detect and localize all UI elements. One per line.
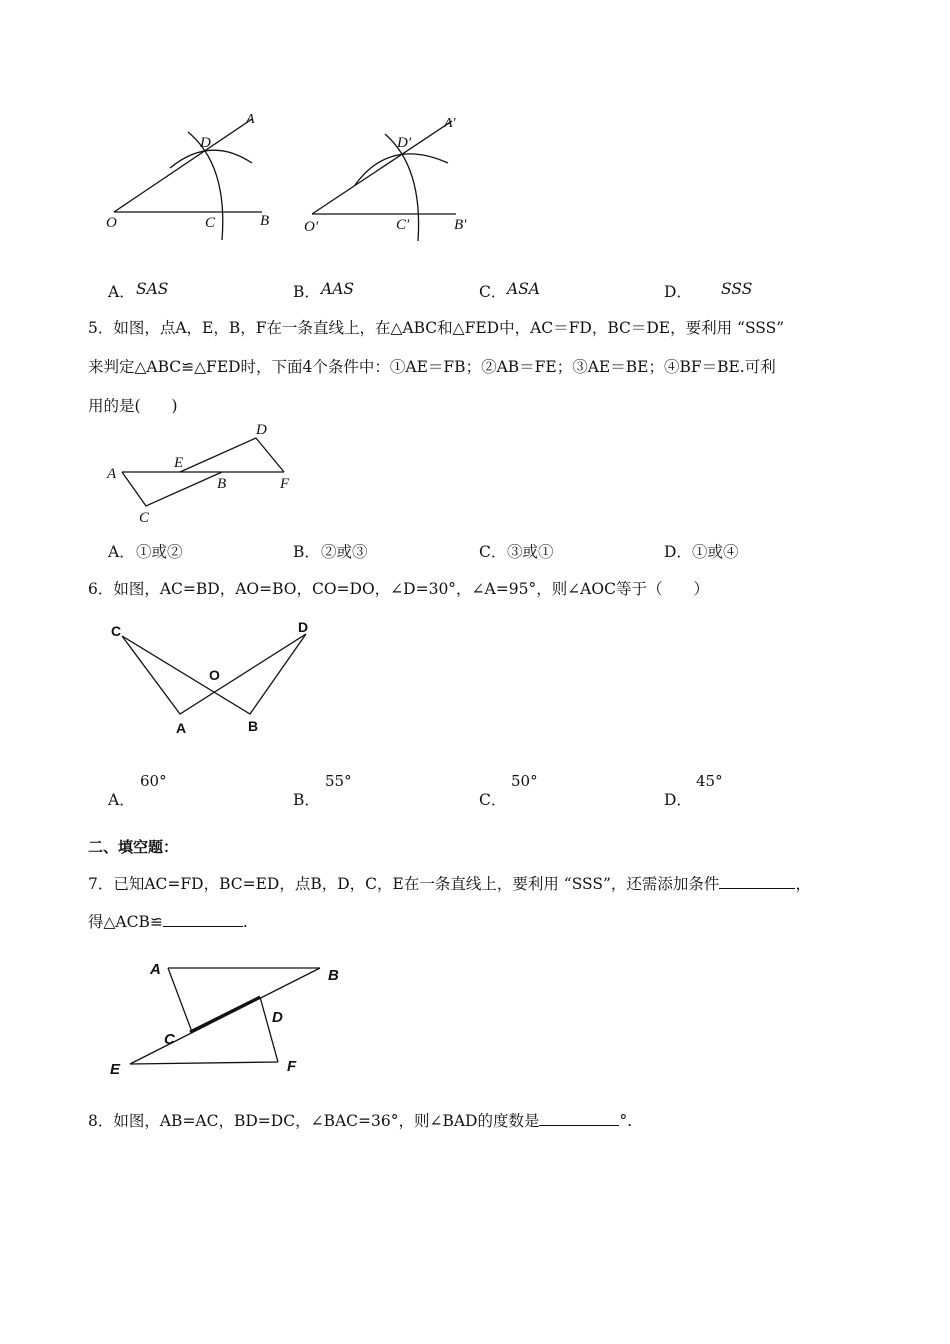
label-C: C: [139, 510, 150, 526]
label-F: F: [280, 476, 290, 492]
label-B: B: [217, 476, 227, 492]
q4-option-c-letter[interactable]: C．: [479, 283, 507, 301]
label-D: D: [298, 619, 309, 635]
triangle-ABC: [122, 472, 222, 506]
triangle-EDF: [180, 438, 284, 472]
label-C: C: [205, 215, 216, 231]
label-A: A: [107, 466, 117, 482]
q4-option-a-value: SAS: [136, 280, 169, 298]
q7-text-line1: [88, 872, 811, 894]
segment-EF: [130, 1062, 278, 1064]
q5-option-c-value: ③或①: [507, 543, 554, 561]
label-D: D: [200, 135, 211, 151]
q6-option-b-letter[interactable]: B．: [293, 791, 320, 809]
label-D: D: [256, 422, 267, 438]
label-B: B: [260, 213, 270, 229]
label-A: A: [150, 961, 161, 978]
label-D: D: [272, 1009, 283, 1026]
q8-line1-end: °.: [619, 1112, 633, 1130]
label-C: C: [111, 623, 122, 639]
q6-option-c-letter[interactable]: C．: [479, 791, 507, 809]
arc-small-prime: [355, 154, 448, 185]
q8-text-line1: [88, 1109, 632, 1131]
q5-text-line3: 用的是( ): [88, 397, 178, 415]
q7-line1-text: 7．已知AC=FD，BC=ED，点B，D，C，E在一条直线上，要利用 “SSS”，还需添加条件: [88, 875, 720, 893]
label-C-prime: C′: [396, 217, 410, 233]
segment-CD-bold: [190, 997, 260, 1032]
label-D-prime: D′: [397, 135, 412, 151]
label-A-prime: A′: [444, 116, 456, 131]
label-A: A: [246, 112, 255, 127]
q5-option-a-value: ①或②: [136, 543, 183, 561]
q5-option-b-value: ②或③: [321, 543, 368, 561]
q4-option-d-value: SSS: [721, 280, 753, 298]
q7-line2-text: 得△ACB≌: [88, 913, 163, 931]
label-O: O: [106, 215, 117, 231]
q4-option-a-letter[interactable]: A．: [108, 283, 135, 301]
q6-option-c-value: 50°: [511, 772, 538, 790]
label-B-prime: B′: [454, 217, 467, 233]
q8-blank[interactable]: [539, 1110, 619, 1127]
q5-option-d-letter[interactable]: D．: [664, 543, 692, 561]
q5-option-d-value: ①或④: [692, 543, 739, 561]
label-A: A: [176, 720, 187, 736]
ray-OA-prime: [312, 121, 452, 214]
label-C: C: [164, 1031, 175, 1048]
q6-option-d-value: 45°: [696, 772, 723, 790]
q5-option-a-letter[interactable]: A．: [108, 543, 135, 561]
q6-option-a-letter[interactable]: A．: [108, 791, 135, 809]
q8-line1-text: 8．如图，AB=AC，BD=DC，∠BAC=36°，则∠BAD的度数是: [88, 1112, 540, 1130]
q6-option-b-value: 55°: [325, 772, 352, 790]
q4-option-c-value: ASA: [507, 280, 541, 298]
q5-text-line1: 5．如图，点A，E，B，F在一条直线上，在△ABC和△FED中，AC＝FD，BC＝DE，要利用 “SSS”: [88, 319, 785, 337]
label-E: E: [174, 455, 184, 471]
q7-text-line2: [88, 910, 248, 932]
q5-option-b-letter[interactable]: B．: [293, 543, 320, 561]
q4-option-b-letter[interactable]: B．: [293, 283, 320, 301]
q6-figure: [100, 612, 340, 742]
q7-line1-end: ，: [795, 875, 811, 893]
q5-figure: [100, 418, 310, 528]
q7-line2-end: .: [242, 913, 248, 931]
label-E: E: [110, 1061, 121, 1078]
section-title: 二、填空题：: [88, 838, 179, 856]
label-F: F: [287, 1058, 297, 1075]
q4-figure: [100, 105, 480, 250]
ray-OA: [114, 119, 252, 212]
q5-text-line2: 来判定△ABC≌△FED时，下面4个条件中：①AE＝FB；②AB＝FE；③AE＝BE；④BF＝BE.可利: [88, 358, 776, 376]
segment-AC: [168, 968, 192, 1032]
q4-option-b-value: AAS: [321, 280, 355, 298]
label-O-prime: O′: [304, 219, 319, 235]
q4-option-d-letter[interactable]: D．: [664, 283, 692, 301]
q5-option-c-letter[interactable]: C．: [479, 543, 507, 561]
segment-DF: [260, 997, 278, 1062]
label-O: O: [209, 667, 220, 683]
q7-figure: [100, 952, 360, 1082]
q7-blank-1[interactable]: [719, 873, 795, 890]
q6-option-d-letter[interactable]: D．: [664, 791, 692, 809]
q7-blank-2[interactable]: [163, 911, 243, 928]
label-B: B: [248, 718, 259, 734]
q6-option-a-value: 60°: [140, 772, 167, 790]
label-B: B: [328, 967, 339, 984]
q6-text-line1: 6．如图，AC=BD，AO=BO，CO=DO，∠D=30°，∠A=95°，则∠AOC等于（ ）: [88, 580, 709, 598]
